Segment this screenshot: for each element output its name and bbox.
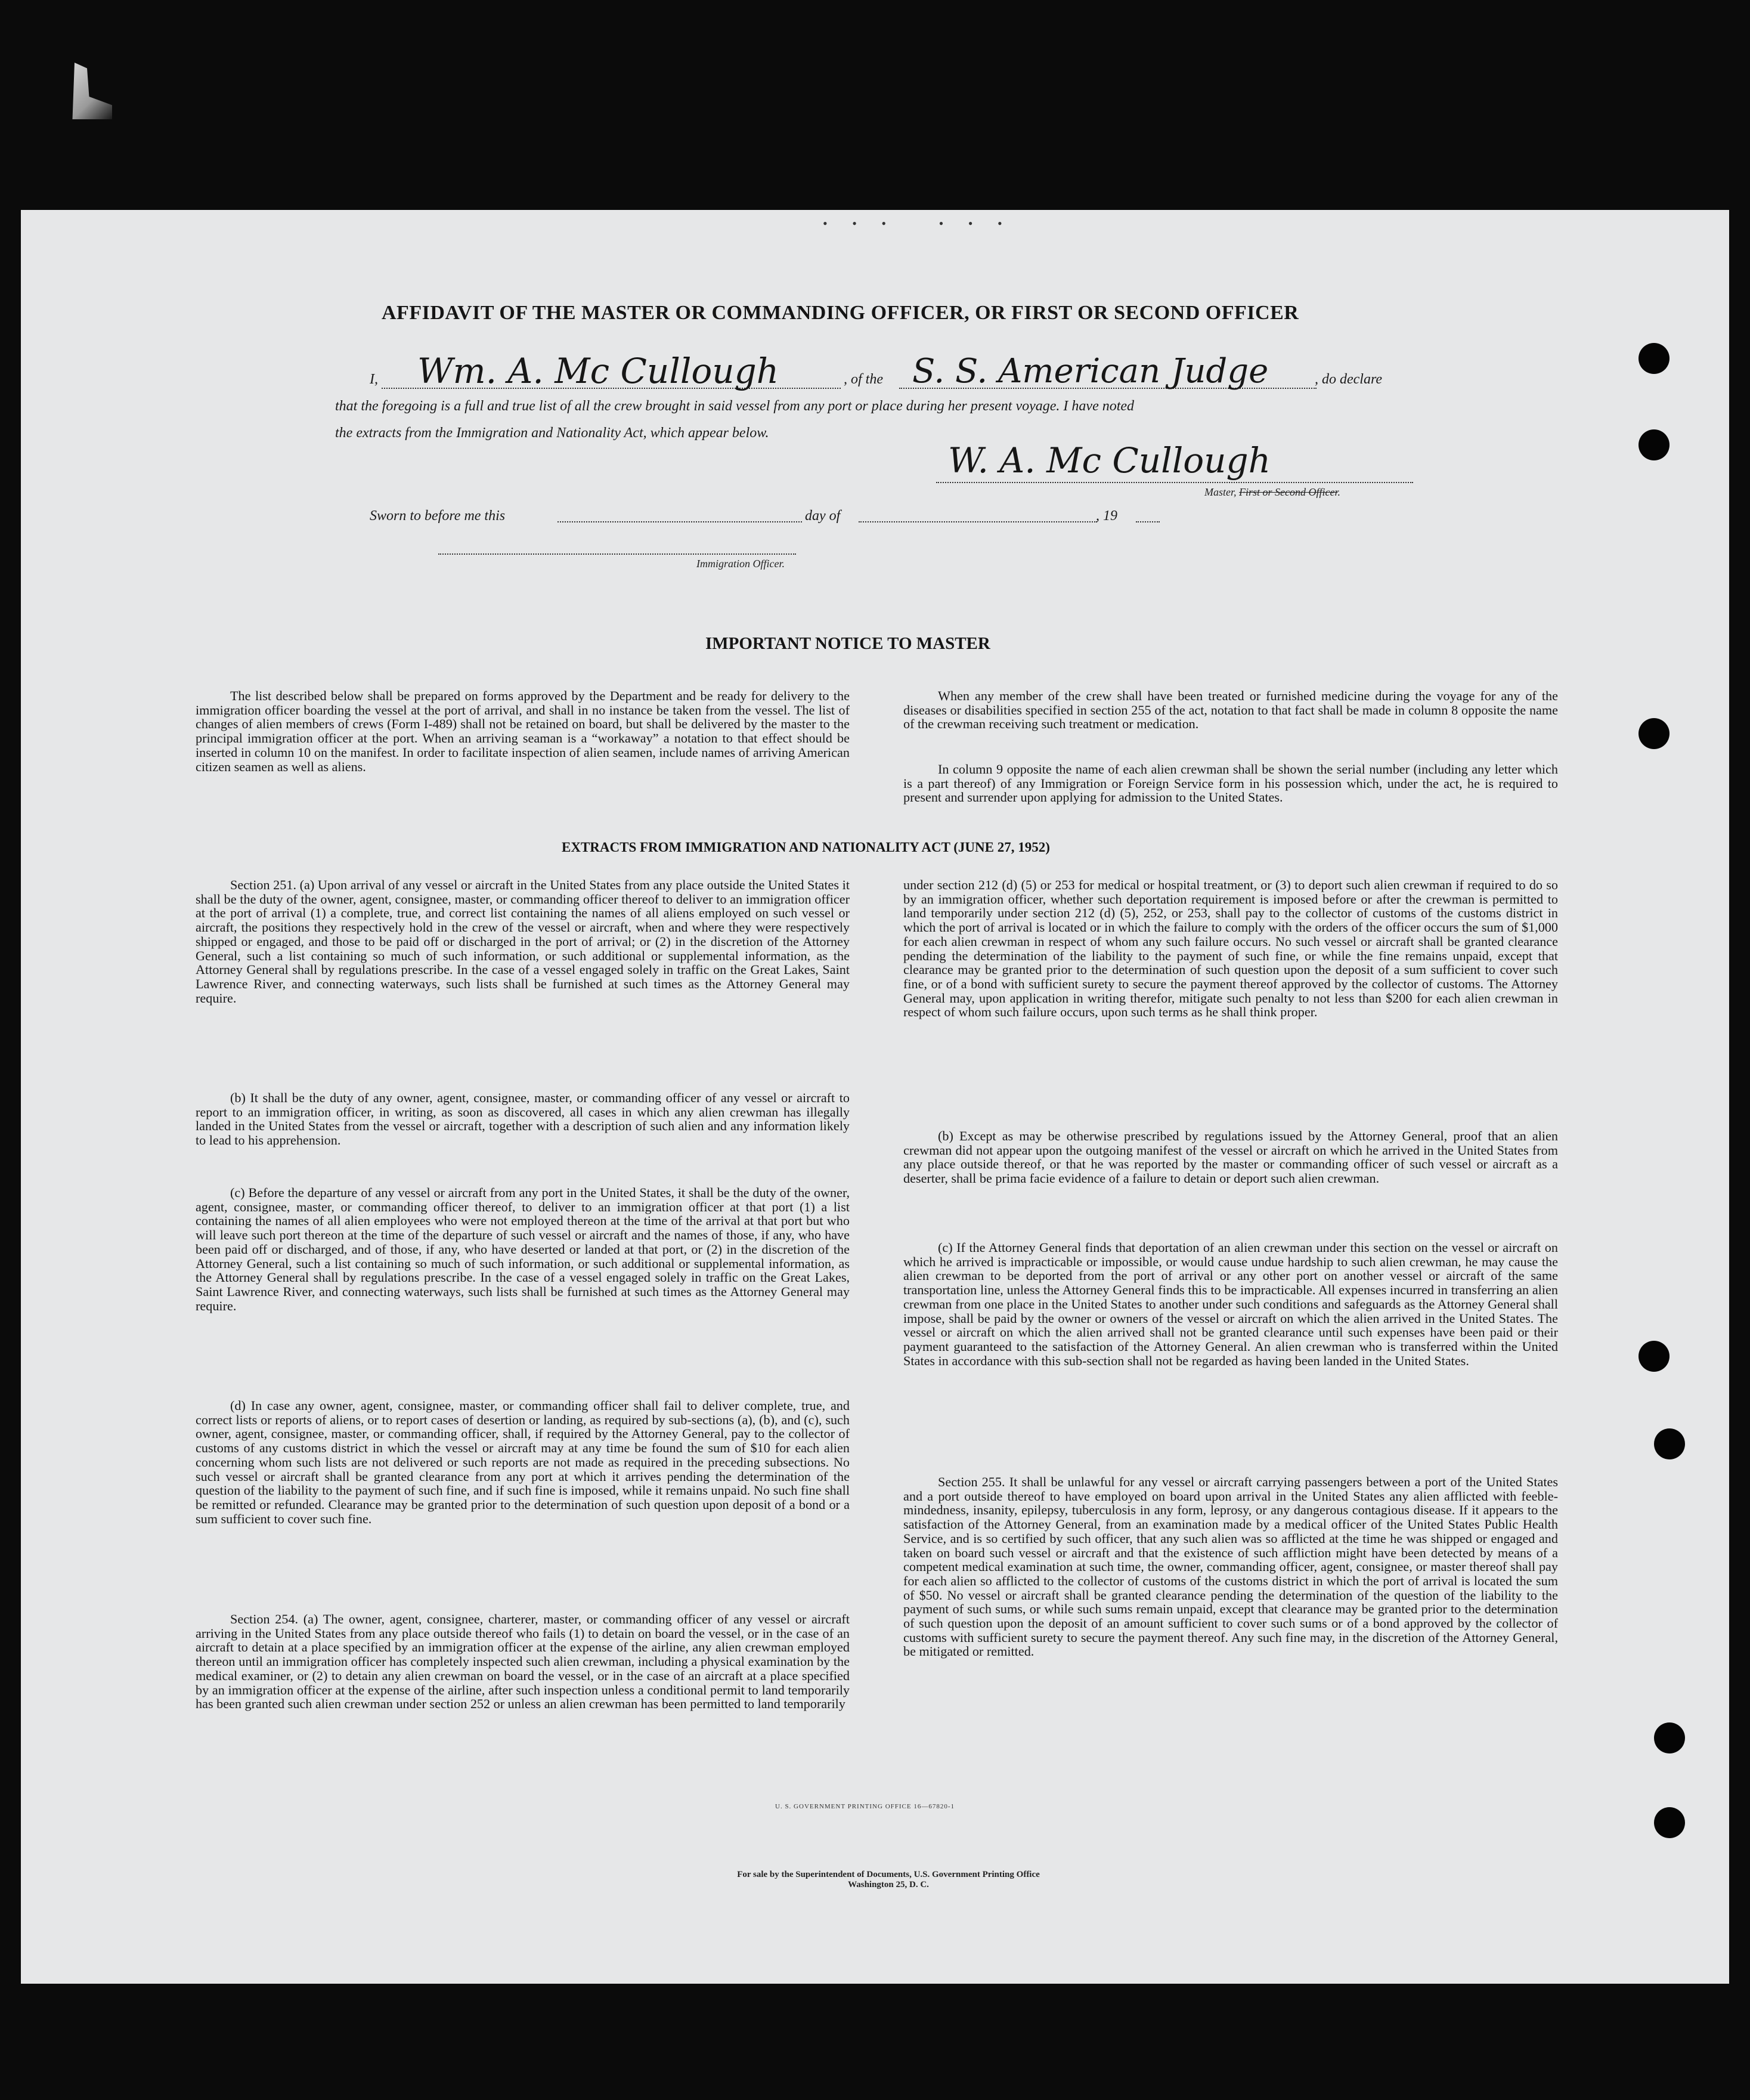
notice-right-paragraph-1: When any member of the crew shall have been treated or furnished medicine during the voyage for any of the diseases or disabilities specified in section 255 of the act, notation to that fact shall be made in column 8 opposite the name of the crewman receiving such treatment or medication.: [903, 688, 1558, 732]
immigration-officer-caption: Immigration Officer.: [696, 558, 785, 570]
of-the-label: , of the: [844, 372, 883, 387]
affidavit-i-label: I,: [370, 372, 378, 387]
sale-notice-line-1: For sale by the Superintendent of Documents, U.S. Government Printing Office: [737, 1870, 1040, 1879]
binder-hole-icon: [1654, 1722, 1685, 1753]
binder-hole-icon: [1654, 1807, 1685, 1838]
sale-notice: [662, 1870, 1115, 1890]
binder-hole-icon: [1639, 718, 1670, 749]
film-corner-mark: [70, 63, 112, 119]
vessel-name-handwritten: S. S. American Judge: [912, 352, 1269, 391]
notice-title: IMPORTANT NOTICE TO MASTER: [705, 634, 990, 653]
sworn-date-line: [557, 521, 802, 522]
section-254b-paragraph: (b) Except as may be otherwise prescribed by regulations issued by the Attorney General, proof that an alien crewman did not appear upon the outgoing manifest of the vessel or aircraft on which he arrived in the United States from any place outside thereof, or that he was reported by the master or commanding officer of such vessel or aircraft as a deserter, shall be prima facie evidence of a failure to detain or deport such alien crewman.: [903, 1128, 1558, 1186]
binder-hole-icon: [1639, 1341, 1670, 1372]
month-line: [859, 521, 1097, 522]
immigration-officer-line: [438, 553, 796, 555]
sworn-label: Sworn to before me this: [370, 508, 506, 524]
statement-line-2: the extracts from the Immigration and Nationality Act, which appear below.: [335, 425, 769, 441]
binder-hole-icon: [1639, 343, 1670, 374]
year-prefix: , 19: [1096, 508, 1117, 524]
top-punch-dots: • • • • • •: [823, 216, 1013, 231]
printing-office-imprint: U. S. GOVERNMENT PRINTING OFFICE 16—67820-1: [775, 1803, 955, 1810]
statement-line-1: that the foregoing is a full and true list of all the crew brought in said vessel from any port or place during her present voyage. I have noted: [335, 398, 1135, 414]
master-signature-handwritten: W. A. Mc Cullough: [948, 440, 1271, 481]
signature-line: [936, 482, 1413, 483]
binder-hole-icon: [1639, 429, 1670, 460]
section-254a-paragraph: Section 254. (a) The owner, agent, consignee, charterer, master, or commanding officer of any vessel or aircraft arriving in the United States from any place outside thereof who fails (1) to detain on board the vessel, or in the case of an aircraft to detain at a place specified by an immigration officer at the expense of the airline, any alien crewman employed thereon until an immigration officer has completely inspected such alien crewman, including a physical examination by the medical examiner, or (2) to detain any alien crewman on board the vessel, or in the case of an aircraft at a place specified by an immigration officer at the expense of the airline, after such inspection unless a conditional permit to land temporarily has been granted such alien crewman under section 252 or unless an alien crewman has been permitted to land temporarily: [196, 1612, 850, 1712]
affidavit-title: AFFIDAVIT OF THE MASTER OR COMMANDING OFFICER, OR FIRST OR SECOND OFFICER: [382, 302, 1299, 324]
section-254c-paragraph: (c) If the Attorney General finds that deportation of an alien crewman under this section on the vessel or aircraft on which he arrived is impracticable or impossible, or would cause undue hardship to such alien crewman, he may cause the alien crewman to be deported from the port of arrival or any other port on another vessel or aircraft of the same transportation line, unless the Attorney General finds this to be impracticable. All expenses incurred in transferring an alien crewman from one place in the United States to another under such conditions and safeguards as the Attorney General shall impose, shall be paid by the owner or owners of the vessel or aircraft on which the alien arrived in the United States. The vessel or aircraft on which the alien arrived shall not be granted clearance until such expenses have been paid or their payment guaranteed to the satisfaction of the Attorney General. An alien crewman who is transferred within the United States in accordance with this sub-section shall not be regarded as having been landed in the United States.: [903, 1240, 1558, 1368]
signature-caption: Master, First or Second Officer.: [1204, 486, 1340, 498]
section-251a-paragraph: Section 251. (a) Upon arrival of any vessel or aircraft in the United States from any place outside the United States it shall be the duty of the owner, agent, consignee, master, or commanding officer thereof to deliver to an immigration officer at the port of arrival (1) a complete, true, and correct list containing the names of all aliens employed on such vessel or aircraft, the positions they respectively hold in the crew of the vessel or aircraft, when and where they were respectively shipped or engaged, and those to be paid off or discharged in the port of arrival; or (2) in the discretion of the Attorney General, such a list containing so much of such information, or such additional or supplemental information, as the Attorney General shall by regulations prescribe. In the case of a vessel engaged solely in traffic on the Great Lakes, Saint Lawrence River, and connecting waterways, such lists shall be furnished at such times as the Attorney General may require.: [196, 877, 850, 1006]
section-254a-continued-paragraph: under section 212 (d) (5) or 253 for medical or hospital treatment, or (3) to deport such alien crewman if required to do so by an immigration officer, whether such deportation requirement is imposed before or after the crewman is permitted to land temporarily under section 212 (d) (5), 252, or 253, shall pay to the collector of customs of the customs district in which the port of arrival is located or in which the failure to comply with the orders of the officer occurs the sum of $1,000 for each alien crewman in respect of whom any such failure occurs. No such vessel or aircraft shall be granted clearance pending the determination of the liability to the payment of such fine, or while the fine remains unpaid, except that clearance may be granted prior to the determination of such question upon the deposit of a sum sufficient to cover such fine, or of a bond with sufficient surety to secure the payment thereof approved by the collector of customs. The Attorney General may, upon application in writing therefor, mitigate such penalty to not less than $200 for each alien crewman in respect of whom such failure occurs, upon such terms as he shall think proper.: [903, 877, 1558, 1020]
section-251d-paragraph: (d) In case any owner, agent, consignee, master, or commanding officer shall fail to deliver complete, true, and correct lists or reports of aliens, or to report cases of desertion or landing, as required by sub-sections (a), (b), and (c), such owner, agent, consignee, master, or commanding officer, shall, if required by the Attorney General, pay to the collector of customs of any customs district in which the vessel or aircraft may at any time be found the sum of $10 for each alien concerning whom such lists are not delivered or such reports are not made as required in the preceding subsections. No such vessel or aircraft shall be granted clearance from any port at which it arrives pending the determination of the question of the liability to the payment of such fine, and if such fine is imposed, while it remains unpaid. No such fine shall be remitted or refunded. Clearance may be granted prior to the determination of such question upon deposit of a bond or a sum sufficient to cover such fine.: [196, 1398, 850, 1526]
notice-left-paragraph: The list described below shall be prepared on forms approved by the Department and be ready for delivery to the immigration officer boarding the vessel at the port of arrival, and shall in no instance be taken from the vessel. The list of changes of alien members of crews (Form I-489) shall not be retained on board, but shall be delivered by the master to the principal immigration officer at the port. When an arriving seaman is a “workaway” a notation to that effect should be inserted in column 10 on the manifest. In order to facilitate inspection of alien seamen, include names of arriving American citizen seamen as well as aliens.: [196, 688, 850, 774]
section-251c-paragraph: (c) Before the departure of any vessel or aircraft from any port in the United States, it shall be the duty of the owner, agent, consignee, master, or commanding officer thereof, to deliver to an immigration officer at that port (1) a list containing the names of all alien employees who were not employed thereon at the time of the arrival at that port but who will leave such port thereon at the time of the departure of such vessel or aircraft and the names of those, if any, who have been paid off or discharged, and of those, if any, who have deserted or landed at that port, or (2) in the discretion of the Attorney General, such a list containing so much of such information, or such additional or supplemental information, as the Attorney General shall by regulations prescribe. In the case of a vessel engaged solely in traffic on the Great Lakes, Saint Lawrence River, and connecting waterways, such lists shall be furnished at such times as the Attorney General may require.: [196, 1185, 850, 1313]
section-251b-paragraph: (b) It shall be the duty of any owner, agent, consignee, master, or commanding officer of any vessel or aircraft to report to an immigration officer, in writing, as soon as discovered, all cases in which any alien crewman has illegally landed in the United States from the vessel or aircraft, together with a description of such alien and any information likely to lead to his apprehension.: [196, 1090, 850, 1148]
extracts-title: EXTRACTS FROM IMMIGRATION AND NATIONALITY ACT (JUNE 27, 1952): [562, 840, 1050, 855]
officer-name-handwritten: Wm. A. Mc Cullough: [417, 351, 779, 391]
notice-right-paragraph-2: In column 9 opposite the name of each alien crewman shall be shown the serial number (including any letter which is a part thereof) of any Immigration or Foreign Service form in his possession which, under the act, he is required to present and surrender upon applying for admission to the United States.: [903, 762, 1558, 805]
day-of-label: day of: [805, 508, 841, 524]
sale-notice-line-2: Washington 25, D. C.: [848, 1880, 929, 1889]
do-declare-label: , do declare: [1315, 372, 1383, 387]
section-255-paragraph: Section 255. It shall be unlawful for any vessel or aircraft carrying passengers between a port of the United States and a port outside thereof to have employed on board upon arrival in the United States any alien afflicted with feeble-mindedness, insanity, epilepsy, tuberculosis in any form, leprosy, or any dangerous contagious disease. If it appears to the satisfaction of the Attorney General, from an examination made by a medical officer of the United States Public Health Service, and is so certified by such officer, that any such alien was so afflicted at the time he was shipped or engaged and taken on board such vessel or aircraft and that the existence of such affliction might have been detected by means of a competent medical examination at such time, the owner, commanding officer, agent, consignee, or master thereof shall pay for each alien so afflicted to the collector of customs of the customs district in which the port of arrival is located the sum of $50. No vessel or aircraft shall be granted clearance pending the determination of the question of the liability to the payment of such sums, or while such sums remain unpaid, except that clearance may be granted prior to the determination of such question upon the deposit of an amount sufficient to cover such sums or of a bond approved by the collector of customs with sufficient surety to secure the payment thereof. Any such fine may, in the discretion of the Attorney General, be mitigated or remitted.: [903, 1474, 1558, 1659]
binder-hole-icon: [1654, 1428, 1685, 1459]
year-line: [1136, 521, 1160, 522]
